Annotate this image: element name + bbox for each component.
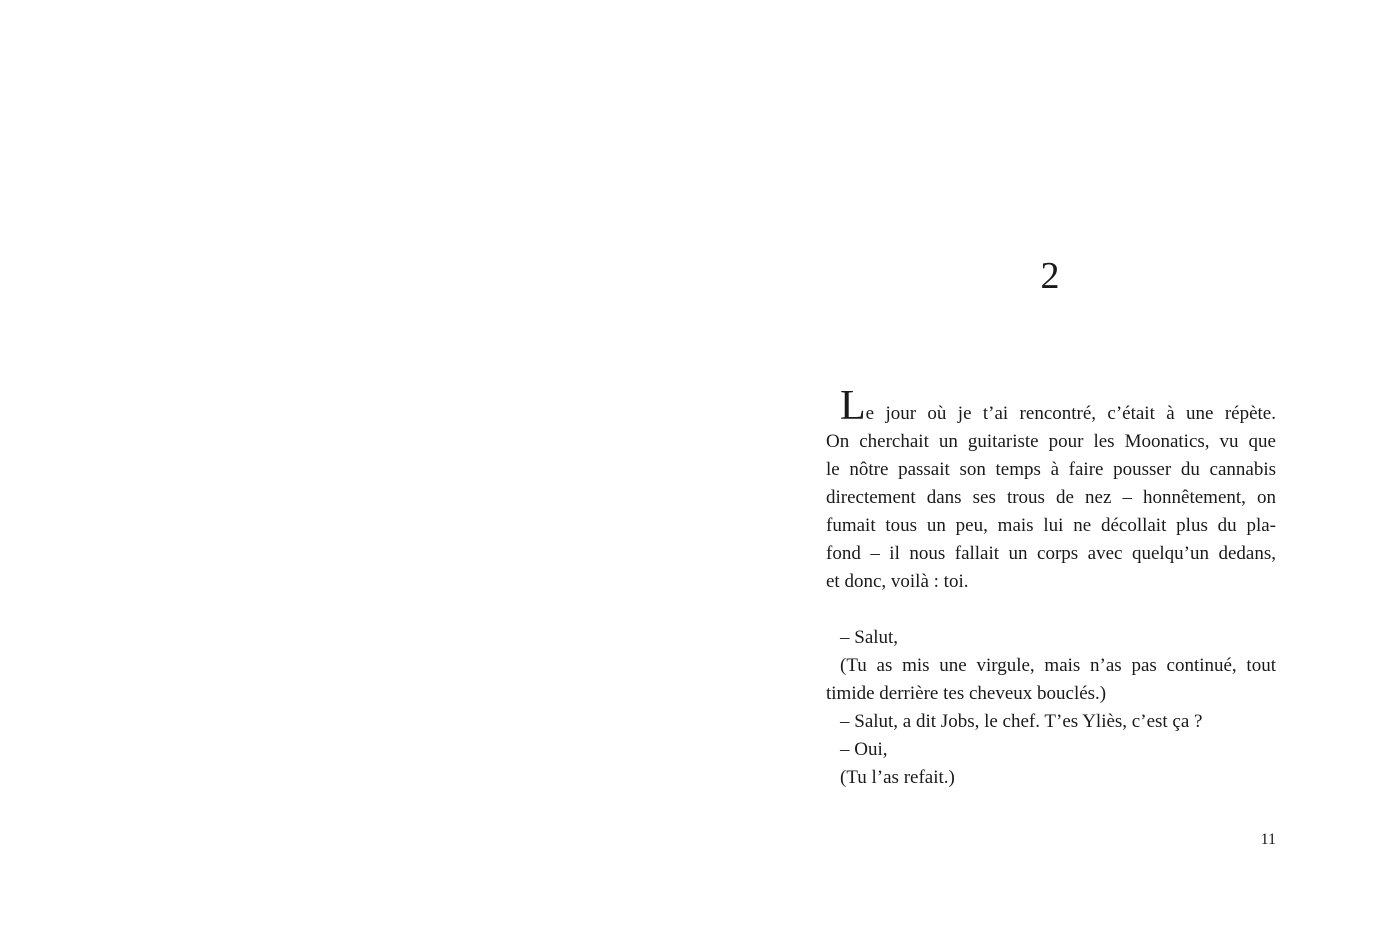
dialogue-block	[826, 624, 1276, 792]
text-line	[826, 383, 1276, 429]
dialogue-line: (Tu as mis une virgule, mais n’as pas continué, tout	[840, 655, 1276, 676]
paragraph-gap	[826, 596, 1276, 624]
text-line: fond – il nous fallait un corps avec quelqu’un dedans,	[826, 543, 1276, 564]
dialogue-line: (Tu l’as refait.)	[840, 767, 955, 788]
chapter-number: 2	[1040, 255, 1060, 297]
dialogue-line: – Oui,	[840, 739, 888, 760]
text-line: le nôtre passait son temps à faire pousser du cannabis	[826, 459, 1276, 480]
text-line-content: e jour où je t’ai rencontré, c’était à une répète.	[865, 403, 1276, 424]
chapter-text	[826, 383, 1276, 792]
dialogue-line: – Salut, a dit Jobs, le chef. T’es Yliès, c’est ça ?	[840, 711, 1203, 732]
dialogue-line: timide derrière tes cheveux bouclés.)	[826, 683, 1107, 704]
text-line: et donc, voilà : toi.	[826, 571, 969, 592]
text-line: directement dans ses trous de nez – honnêtement, on	[826, 487, 1276, 508]
text-line: fumait tous un peu, mais lui ne décollait plus du pla-	[826, 515, 1276, 536]
opening-paragraph	[826, 383, 1276, 596]
dialogue-line: – Salut,	[840, 627, 899, 648]
drop-cap: L	[840, 383, 866, 429]
text-line: On cherchait un guitariste pour les Moonatics, vu que	[826, 431, 1276, 452]
page-number: 11	[1260, 831, 1276, 848]
